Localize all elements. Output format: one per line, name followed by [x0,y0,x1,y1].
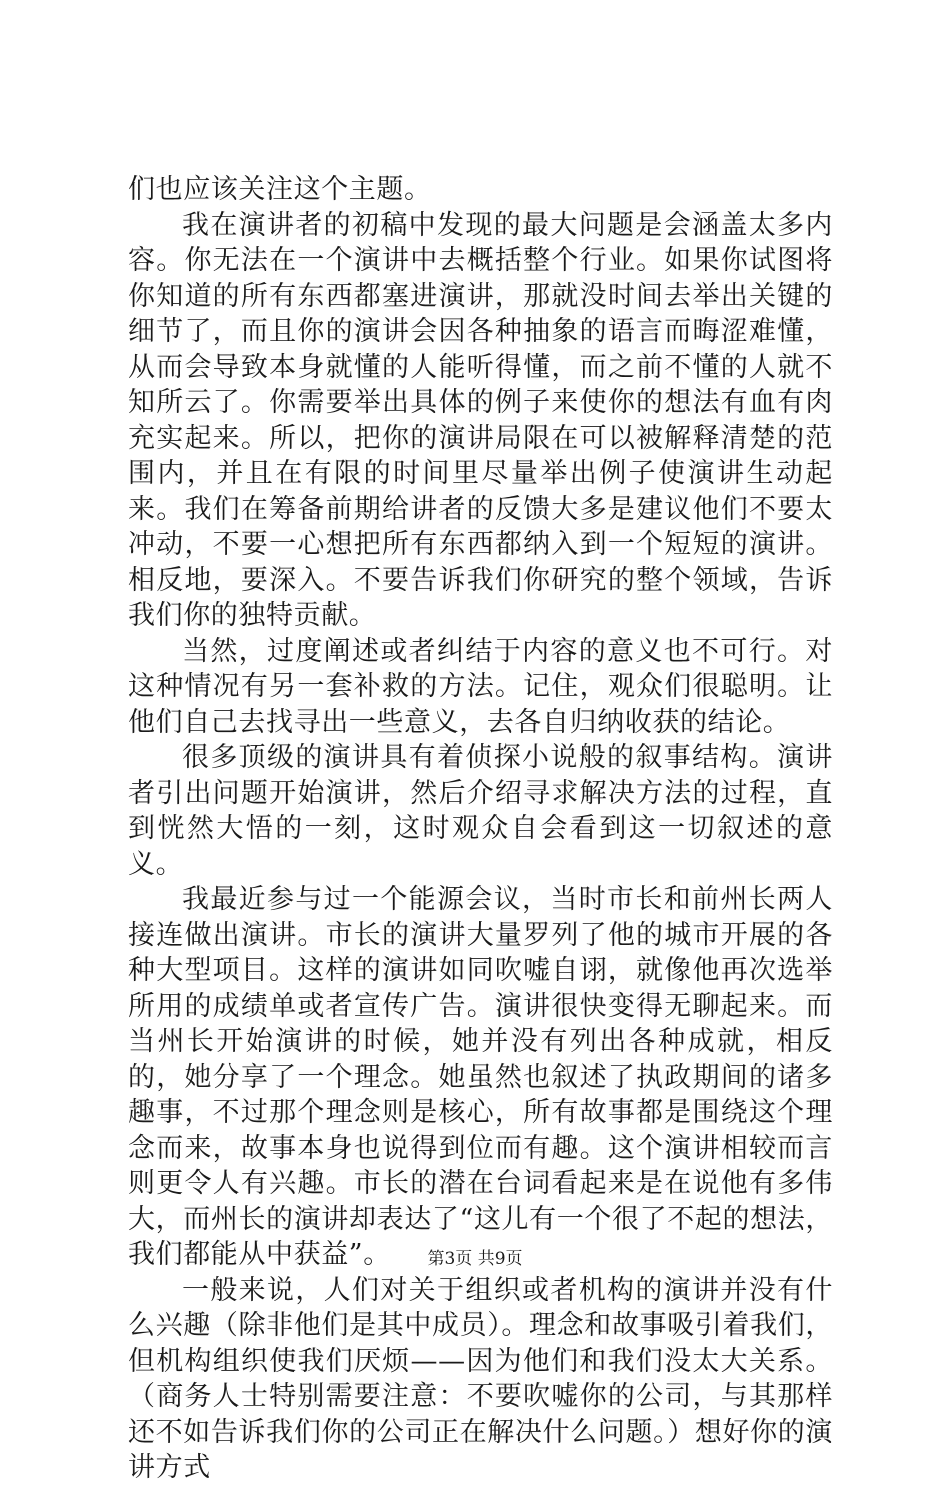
body-text [128,172,833,1486]
paragraph-5: 我最近参与过一个能源会议，当时市长和前州长两人接连做出演讲。市长的演讲大量罗列了他的城市开展的各种大型项目。这样的演讲如同吹嘘自诩，就像他再次选举所用的成绩单或者宣传广告。演讲很快变得无聊起来。而当州长开始演讲的时候，她并没有列出各种成就，相反的，她分享了一个理念。她虽然也叙述了执政期间的诸多趣事，不过那个理念则是核心，所有故事都是围绕这个理念而来，故事本身也说得到位而有趣。这个演讲相较而言则更令人有兴趣。市长的潜在台词看起来是在说他有多伟大，而州长的演讲却表达了“这儿有一个很了不起的想法，我们都能从中获益”。 [128,884,833,1270]
paragraph-6: 一般来说，人们对关于组织或者机构的演讲并没有什么兴趣（除非他们是其中成员）。理念和故事吸引着我们，但机构组织使我们厌烦——因为他们和我们没太大关系。（商务人士特别需要注意：不要吹嘘你的公司，与其那样还不如告诉我们你的公司正在解决什么问题。）想好你的演讲方式 [128,1274,833,1483]
paragraph-4: 很多顶级的演讲具有着侦探小说般的叙事结构。演讲者引出问题开始演讲，然后介绍寻求解决方法的过程，直到恍然大悟的一刻，这时观众自会看到这一切叙述的意义。 [128,742,833,880]
paragraph-2: 我在演讲者的初稿中发现的最大问题是会涵盖太多内容。你无法在一个演讲中去概括整个行业。如果你试图将你知道的所有东西都塞进演讲，那就没时间去举出关键的细节了，而且你的演讲会因各种抽象的语言而晦涩难懂，从而会导致本身就懂的人能听得懂，而之前不懂的人就不知所云了。你需要举出具体的例子来使你的想法有血有肉充实起来。所以，把你的演讲局限在可以被解释清楚的范围内，并且在有限的时间里尽量举出例子使演讲生动起来。我们在筹备前期给讲者的反馈大多是建议他们不要太冲动，不要一心想把所有东西都纳入到一个短短的演讲。相反地，要深入。不要告诉我们你研究的整个领域，告诉我们你的独特贡献。 [128,209,833,631]
paragraph-1: 们也应该关注这个主题。 [128,174,432,205]
paragraph-3: 当然，过度阐述或者纠结于内容的意义也不可行。对这种情况有另一套补救的方法。记住，观众们很聪明。让他们自己去找寻出一些意义，去各自归纳收获的结论。 [128,635,833,738]
page-footer: 第3页 共9页 [427,1249,523,1269]
